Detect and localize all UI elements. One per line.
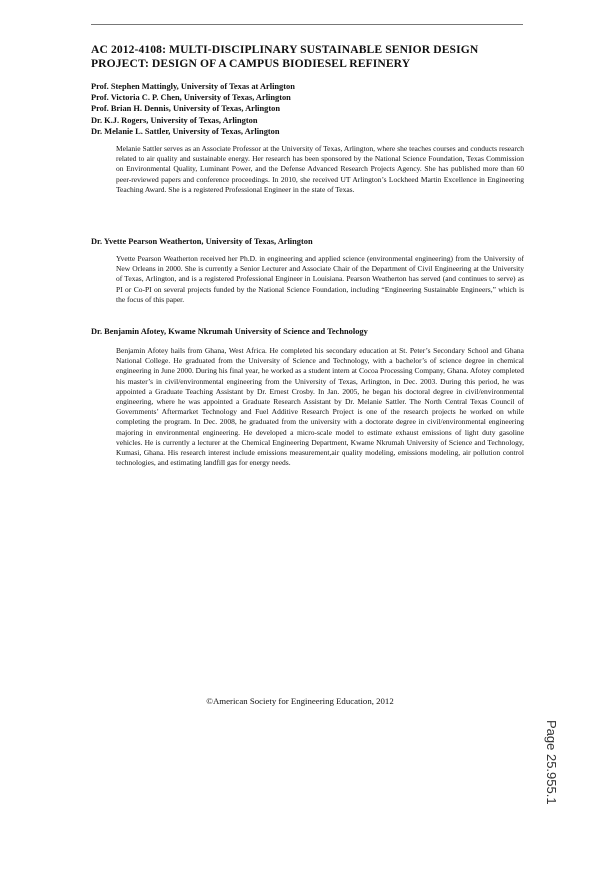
- copyright-footer: ©American Society for Engineering Education, 2012: [206, 696, 394, 706]
- bio-heading-afotey: Dr. Benjamin Afotey, Kwame Nkrumah University of Science and Technology: [91, 327, 368, 336]
- bio-weatherton: Yvette Pearson Weatherton received her Ph.D. in engineering and applied science (environmental engineering) from the University of New Orleans in 2000. She is currently a Senior Lecturer and Associate Chair of the Department of Civil Engineering at the University of Texas, Arlington, and is a registered Professional Engineer in Louisiana. Pearson Weatherton has served (and continues to serve) as PI or Co-PI on several projects funded by the National Science Foundation, including “Engineering Sustainable Engineers,” which is the focus of this paper.: [116, 254, 524, 304]
- author-entry: Prof. Brian H. Dennis, University of Texas, Arlington: [91, 104, 280, 114]
- bio-heading-weatherton: Dr. Yvette Pearson Weatherton, University of Texas, Arlington: [91, 237, 313, 246]
- bio-afotey: Benjamin Afotey hails from Ghana, West Africa. He completed his secondary education at St. Peter’s Secondary School and Ghana National College. He graduated from the University of Science and Technology, with a bachelor’s of science degree in chemical engineering in June 2000. During his final year, he worked as a student intern at Cocoa Processing Company, Ghana. Afotey completed his master’s in civil/environmental engineering from the University of Texas, Arlington, in Dec. 2003. During this period, he was appointed a Graduate Teaching Assistant by Dr. Ernest Crosby. In Jan. 2005, he began his doctoral degree in civil/environmental engineering, where he was appointed a Graduate Research Assistant by Dr. Melanie Sattler. The North Central Texas Council of Governments’ Aftermarket Technology and Fuel Additive Research Project is one of the research projects he worked on while completing the program. In Dec. 2008, he graduated from the university with a doctorate degree in civil/environmental engineering majoring in environmental engineering. He developed a micro-scale model to estimate exhaust emissions of light duty gasoline vehicles. He is currently a lecturer at the Chemical Engineering Department, Kwame Nkrumah University of Science and Technology, Kumasi, Ghana. His research interest include emissions measurement,air quality modeling, emissions modeling, air pollution control technologies, and estimating landfill gas for energy needs.: [116, 346, 524, 468]
- page-number-stamp: Page 25.955.1: [544, 720, 559, 805]
- author-entry: Prof. Stephen Mattingly, University of Texas at Arlington: [91, 82, 295, 91]
- author-entry: Prof. Victoria C. P. Chen, University of Texas, Arlington: [91, 93, 291, 103]
- author-entry: Dr. Melanie L. Sattler, University of Texas, Arlington: [91, 126, 280, 136]
- bio-sattler: Melanie Sattler serves as an Associate Professor at the University of Texas, Arlington, where she teaches courses and conducts research related to air quality and sustainable energy. Her research has been sponsored by the National Science Foundation, Texas Commission on Environmental Quality, Luminant Power, and the Defense Advanced Research Projects Agency. She has published more than 60 peer-reviewed papers and conference proceedings. In 2010, she received UT Arlington’s Lockheed Martin Excellence in Engineering Teaching Award. She is a registered Professional Engineer in the state of Texas.: [116, 144, 524, 194]
- header-rule: [91, 24, 523, 25]
- paper-title: AC 2012-4108: MULTI-DISCIPLINARY SUSTAINABLE SENIOR DESIGN PROJECT: DESIGN OF A CAMPUS BIODIESEL REFINERY: [91, 43, 479, 70]
- author-list: [91, 81, 531, 137]
- author-entry: Dr. K.J. Rogers, University of Texas, Arlington: [91, 115, 258, 125]
